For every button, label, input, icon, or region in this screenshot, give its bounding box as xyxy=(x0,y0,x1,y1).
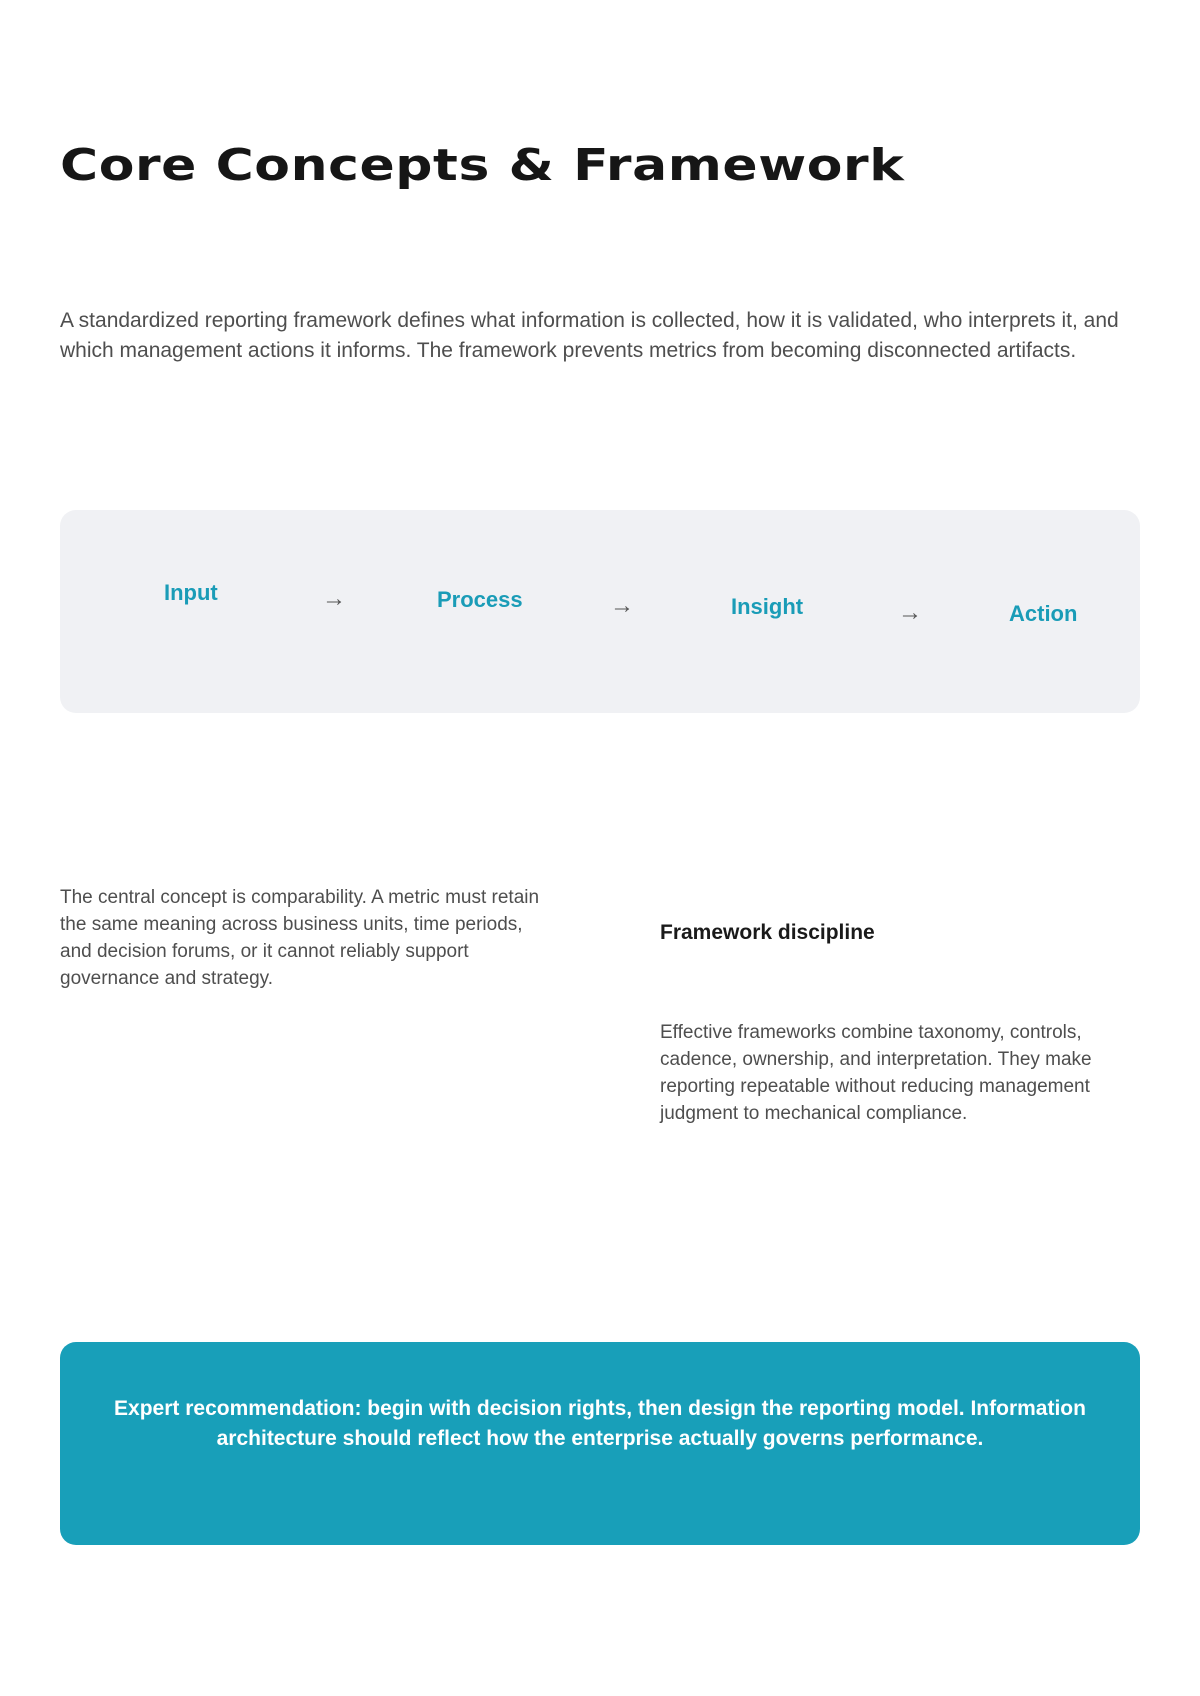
page-title: Core Concepts & Framework xyxy=(60,140,905,191)
discipline-paragraph: Effective frameworks combine taxonomy, controls, cadence, ownership, and interpretation. They make reporting repeatable without reducing management judgment to mechanical compliance. xyxy=(660,1022,1092,1124)
intro-paragraph: A standardized reporting framework defines what information is collected, how it is validated, who interprets it, and which management actions it informs. The framework prevents metrics from becoming disconnected artifacts. xyxy=(60,309,1119,362)
flow-step-input: Input xyxy=(164,580,218,605)
flow-step-action: Action xyxy=(1009,601,1078,626)
callout-text: Expert recommendation: begin with decision rights, then design the reporting model. Information architecture should reflect how the enterprise actually governs performance. xyxy=(114,1397,1086,1450)
flow-diagram xyxy=(60,510,1140,713)
concept-paragraph: The central concept is comparability. A metric must retain the same meaning across business units, time periods, and decision forums, or it cannot reliably support governance and strategy. xyxy=(60,887,540,989)
arrow-right-icon: → xyxy=(610,592,634,619)
arrow-right-icon: → xyxy=(322,585,346,612)
discipline-heading: Framework discipline xyxy=(660,921,875,944)
recommendation-callout xyxy=(60,1342,1140,1545)
arrow-right-icon: → xyxy=(898,599,922,626)
flow-step-insight: Insight xyxy=(731,594,804,619)
flow-step-process: Process xyxy=(437,587,523,612)
